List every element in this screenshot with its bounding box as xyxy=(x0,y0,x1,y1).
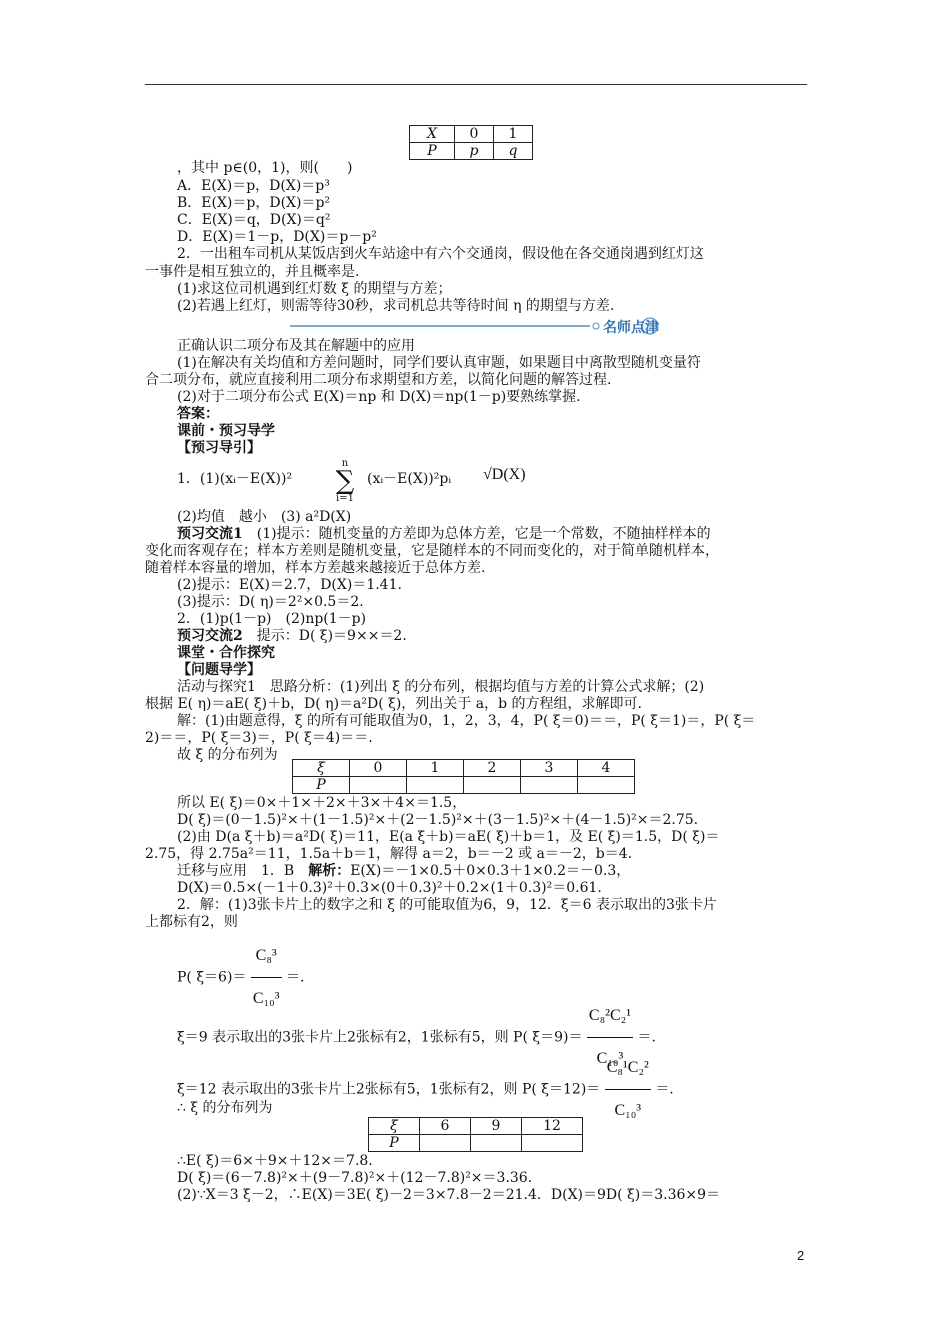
fraction-numerator: C₈³ xyxy=(251,936,282,978)
table-cell xyxy=(464,777,521,794)
distribution-table-2 xyxy=(292,759,635,794)
formula-1a: 1．(1)(xᵢ－E(X))² xyxy=(177,471,293,487)
formula-1b: (xᵢ－E(X))²pᵢ xyxy=(367,471,452,487)
sum-lower: i=1 xyxy=(336,493,354,504)
table-cell: P xyxy=(369,1135,420,1152)
tip-line-3: (2)对于二项分布公式 E(X)＝np 和 D(X)＝np(1－p)要熟练掌握. xyxy=(177,389,581,405)
solution-1-line-4: 所以 E( ξ)＝0×＋1×＋2×＋3×＋4×＝1.5， xyxy=(177,795,467,811)
expectation-3: ∴E( ξ)＝6×＋9×＋12×＝7.8. xyxy=(177,1153,373,1169)
solution-1-line-7: 2.75，得 2.75a²＝11，1.5a＋b＝1，解得 a＝2，b＝－2 或 a＝－2，b＝4. xyxy=(145,846,633,862)
p6-prefix: P( ξ＝6)＝ xyxy=(177,969,247,986)
exchange-1-line-4: (2)提示：E(X)＝2.7，D(X)＝1.41. xyxy=(177,577,402,593)
migration-2-line-1: 2．解：(1)3张卡片上的数字之和 ξ 的可能取值为6，9，12．ξ＝6 表示取出的3张卡片 xyxy=(177,897,717,913)
table-cell: 2 xyxy=(464,760,521,777)
table-cell: 0 xyxy=(350,760,407,777)
sum-sign: ∑ xyxy=(335,466,355,496)
formula-2: (2)均值 越小 (3) a²D(X) xyxy=(177,509,352,525)
exchange-2-text: 提示：D( ξ)＝9××＝2. xyxy=(242,628,407,644)
q1-stem: ，其中 p∈(0，1)，则( ) xyxy=(177,160,353,176)
tip-line-2: 合二项分布，就应直接利用二项分布求期望和方差，以简化问题的解答过程. xyxy=(145,372,612,388)
sqrt-expression: √D(X) xyxy=(483,466,526,483)
table-cell: 3 xyxy=(521,760,578,777)
migration-line-1: E(X)＝－1×0.5＋0×0.3＋1×0.2＝－0.3， xyxy=(350,863,631,879)
table-cell xyxy=(521,777,578,794)
table-cell xyxy=(578,777,635,794)
tip-line-1: (1)在解决有关均值和方差问题时，同学们要认真审题，如果题目中离散型随机变量符 xyxy=(177,355,701,371)
p12-prefix: ξ＝12 表示取出的3张卡片上2张标有5，1张标有2，则 P( ξ＝12)＝ xyxy=(177,1081,601,1098)
option-c: C．E(X)＝q，D(X)＝q² xyxy=(177,212,331,228)
p9-suffix: ＝. xyxy=(637,1029,656,1046)
table-cell: P xyxy=(410,143,455,160)
option-a: A．E(X)＝p，D(X)＝p³ xyxy=(177,178,330,194)
fraction-numerator: C₈¹C₂² xyxy=(605,1048,651,1090)
table-cell: P xyxy=(293,777,350,794)
option-b: B．E(X)＝p，D(X)＝p² xyxy=(177,195,331,211)
q2-line-2: 一事件是相互独立的，并且概率是. xyxy=(145,264,360,280)
table-cell: 1 xyxy=(494,126,533,143)
table-cell: 9 xyxy=(471,1118,522,1135)
table-cell: 0 xyxy=(455,126,494,143)
fraction-denominator: C₁₀³ xyxy=(596,1050,624,1067)
table-cell xyxy=(522,1135,583,1152)
table-cell: 6 xyxy=(420,1118,471,1135)
final-line: (2)∵X＝3 ξ－2，∴E(X)＝3E( ξ)－2＝3×7.8－2＝21.4．D(X)＝9D( ξ)＝3.36×9＝ xyxy=(177,1187,721,1203)
exchange-1-line-2: 变化而客观存在；样本方差则是随机变量，它是随样本的不同而变化的，对于简单随机样本， xyxy=(145,543,719,559)
activity-1-line-2: 根据 E( η)＝aE( ξ)＋b，D( η)＝a²D( ξ)，列出关于 a，b 的方程组，求解即可. xyxy=(145,696,642,712)
table-cell: 1 xyxy=(407,760,464,777)
distribution-3-label: ∴ ξ 的分布列为 xyxy=(177,1100,273,1116)
sum-upper: n xyxy=(341,458,349,469)
header-rule xyxy=(145,84,807,85)
banner-label: 名师点津 xyxy=(603,320,659,336)
subsection-problem-guide: 【问题导学】 xyxy=(177,662,261,678)
variance-3: D( ξ)＝(6－7.8)²×＋(9－7.8)²×＋(12－7.8)²×＝3.36. xyxy=(177,1170,533,1186)
formula-3: 2．(1)p(1－p) (2)np(1－p) xyxy=(177,611,367,627)
option-d: D．E(X)＝1－p，D(X)＝p－p² xyxy=(177,229,377,245)
p9-prefix: ξ＝9 表示取出的3张卡片上2张标有2，1张标有5，则 P( ξ＝9)＝ xyxy=(177,1029,583,1046)
analysis-label: 解析： xyxy=(308,863,351,879)
table-cell xyxy=(350,777,407,794)
solution-1-line-5: D( ξ)＝(0－1.5)²×＋(1－1.5)²×＋(2－1.5)²×＋(3－1.5)²×＋(4－1.5)²×＝2.75. xyxy=(177,812,699,828)
q2-line-3: (1)求这位司机遇到红灯数 ξ 的期望与方差； xyxy=(177,281,452,297)
exchange-1-text: (1)提示：随机变量的方差即为总体方差，它是一个常数，不随抽样样本的 xyxy=(242,526,711,542)
section-classroom: 课堂・合作探究 xyxy=(177,645,275,661)
p12-suffix: ＝. xyxy=(655,1081,674,1098)
table-cell: ξ xyxy=(293,760,350,777)
subsection-preview-guide: 【预习导引】 xyxy=(177,440,261,456)
q2-line-4: (2)若遇上红灯，则需等待30秒，求司机总共等待时间 η 的期望与方差. xyxy=(177,298,615,314)
exchange-1-label: 预习交流1 xyxy=(177,526,243,542)
table-cell: q xyxy=(494,143,533,160)
solution-1-line-6: (2)由 D(a ξ＋b)＝a²D( ξ)＝11，E(a ξ＋b)＝aE( ξ)＋b＝1，及 E( ξ)＝1.5，D( ξ)＝ xyxy=(177,829,720,845)
fraction-denominator: C₁₀³ xyxy=(614,1102,642,1119)
fraction-numerator: C₈²C₂¹ xyxy=(587,996,633,1038)
migration-2-line-2: 上都标有2，则 xyxy=(145,914,238,930)
section-preview: 课前・预习导学 xyxy=(177,423,275,439)
teacher-tip-banner xyxy=(290,316,700,336)
summation-symbol xyxy=(330,458,360,504)
exchange-1-line-5: (3)提示：D( η)＝2²×0.5＝2. xyxy=(177,594,364,610)
table-cell: 4 xyxy=(578,760,635,777)
table-cell: X xyxy=(410,126,455,143)
distribution-table-3 xyxy=(368,1117,583,1152)
fraction-p12 xyxy=(605,1048,651,1131)
table-cell xyxy=(420,1135,471,1152)
table-cell xyxy=(471,1135,522,1152)
solution-1-line-3: 故 ξ 的分布列为 xyxy=(177,747,278,763)
q2-line-1: 2．一出租车司机从某饭店到火车站途中有六个交通岗，假设他在各交通岗遇到红灯这 xyxy=(177,246,704,262)
table-cell xyxy=(407,777,464,794)
distribution-table-1 xyxy=(409,125,533,160)
table-cell: ξ xyxy=(369,1118,420,1135)
page-number: 2 xyxy=(797,1248,805,1263)
exchange-2-label: 预习交流2 xyxy=(177,628,243,644)
table-cell: p xyxy=(455,143,494,160)
fraction-denominator: C₁₀³ xyxy=(252,990,280,1007)
tip-title: 正确认识二项分布及其在解题中的应用 xyxy=(177,338,415,354)
solution-1-line-2: 2)＝＝，P( ξ＝3)＝，P( ξ＝4)＝＝. xyxy=(145,730,373,746)
migration-label: 迁移与应用 1．B xyxy=(177,863,309,879)
exchange-1-line-3: 随着样本容量的增加，样本方差越来越接近于总体方差. xyxy=(145,560,486,576)
p6-suffix: ＝. xyxy=(285,969,305,986)
answers-heading: 答案： xyxy=(177,406,219,422)
migration-line-2: D(X)＝0.5×(－1＋0.3)²＋0.3×(0＋0.3)²＋0.2×(1＋0.3)²＝0.61. xyxy=(177,880,602,896)
activity-1-line-1: 活动与探究1 思路分析：(1)列出 ξ 的分布列，根据均值与方差的计算公式求解；(2) xyxy=(177,679,705,695)
table-cell: 12 xyxy=(522,1118,583,1135)
solution-1-line-1: 解：(1)由题意得，ξ 的所有可能取值为0，1，2，3，4，P( ξ＝0)＝＝，P( ξ＝1)＝，P( ξ＝ xyxy=(177,713,756,729)
